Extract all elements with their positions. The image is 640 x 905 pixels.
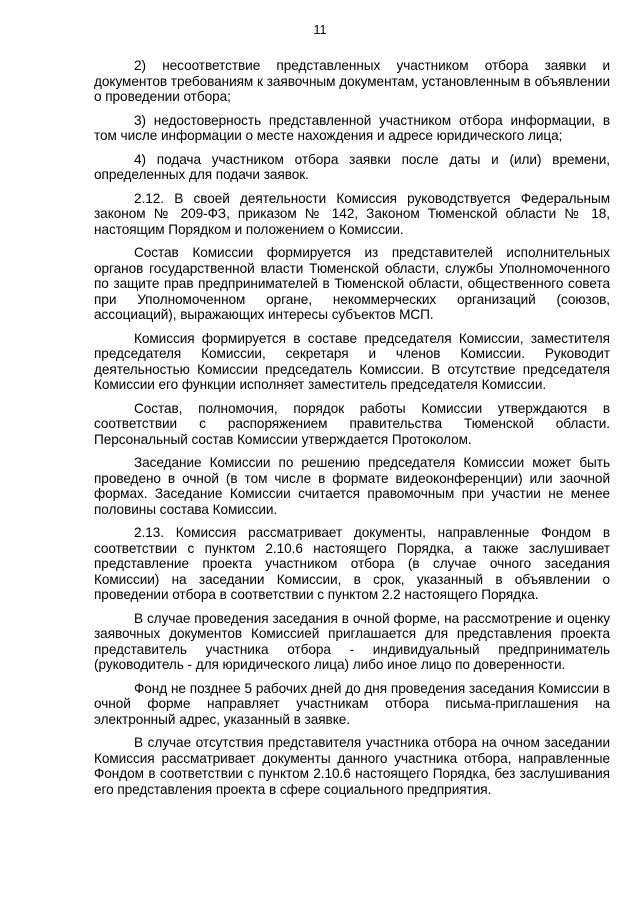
paragraph: 2.13. Комиссия рассматривает документы, направленные Фондом в соответствии с пунктом 2.10.6 настоящего Порядка, а также заслушивает представление проекта участником отбора (в случае очного заседания Комиссии) на заседании Комиссии, в срок, указанный в объявлении о проведении отбора в соответствии с пунктом 2.2 настоящего Порядка. <box>94 525 610 602</box>
paragraph: В случае отсутствия представителя участника отбора на очном заседании Комиссия рассматривает документы данного участника отбора, направленные Фондом в соответствии с пунктом 2.10.6 настоящего Порядка, без заслушивания его представления проекта в сфере социального предприятия. <box>94 735 610 797</box>
paragraph: 2.12. В своей деятельности Комиссия руководствуется Федеральным законом № 209-ФЗ, приказом № 142, Законом Тюменской области № 18, настоящим Порядком и положением о Комиссии. <box>94 190 610 237</box>
document-body <box>94 58 610 805</box>
paragraph: 4) подача участником отбора заявки после даты и (или) времени, определенных для подачи заявок. <box>94 151 610 182</box>
paragraph: Состав Комиссии формируется из представителей исполнительных органов государственной власти Тюменской области, службы Уполномоченного по защите прав предпринимателей в Тюменской области, общественного совета при Уполномоченном органе, некоммерческих организаций (союзов, ассоциаций), выражающих интересы субъектов МСП. <box>94 245 610 322</box>
paragraph: Состав, полномочия, порядок работы Комиссии утверждаются в соответствии с распоряжением правительства Тюменской области. Персональный состав Комиссии утверждается Протоколом. <box>94 400 610 447</box>
paragraph: Заседание Комиссии по решению председателя Комиссии может быть проведено в очной (в том числе в формате видеоконференции) или заочной формах. Заседание Комиссии считается правомочным при участии не менее половины состава Комиссии. <box>94 455 610 517</box>
paragraph: 3) недостоверность представленной участником отбора информации, в том числе информации о месте нахождения и адресе юридического лица; <box>94 112 610 143</box>
paragraph: Комиссия формируется в составе председателя Комиссии, заместителя председателя Комиссии, секретаря и членов Комиссии. Руководит деятельностью Комиссии председатель Комиссии. В отсутствие председателя Комиссии его функции исполняет заместитель председателя Комиссии. <box>94 330 610 392</box>
paragraph: В случае проведения заседания в очной форме, на рассмотрение и оценку заявочных документов Комиссией приглашается для представления проекта представитель участника отбора - индивидуальный предприниматель (руководитель - для юридического лица) либо иное лицо по доверенности. <box>94 610 610 672</box>
page-number: 11 <box>313 23 327 37</box>
paragraph: Фонд не позднее 5 рабочих дней до дня проведения заседания Комиссии в очной форме направляет участникам отбора письма-приглашения на электронный адрес, указанный в заявке. <box>94 680 610 727</box>
paragraph: 2) несоответствие представленных участником отбора заявки и документов требованиям к заявочным документам, установленным в объявлении о проведении отбора; <box>94 58 610 104</box>
